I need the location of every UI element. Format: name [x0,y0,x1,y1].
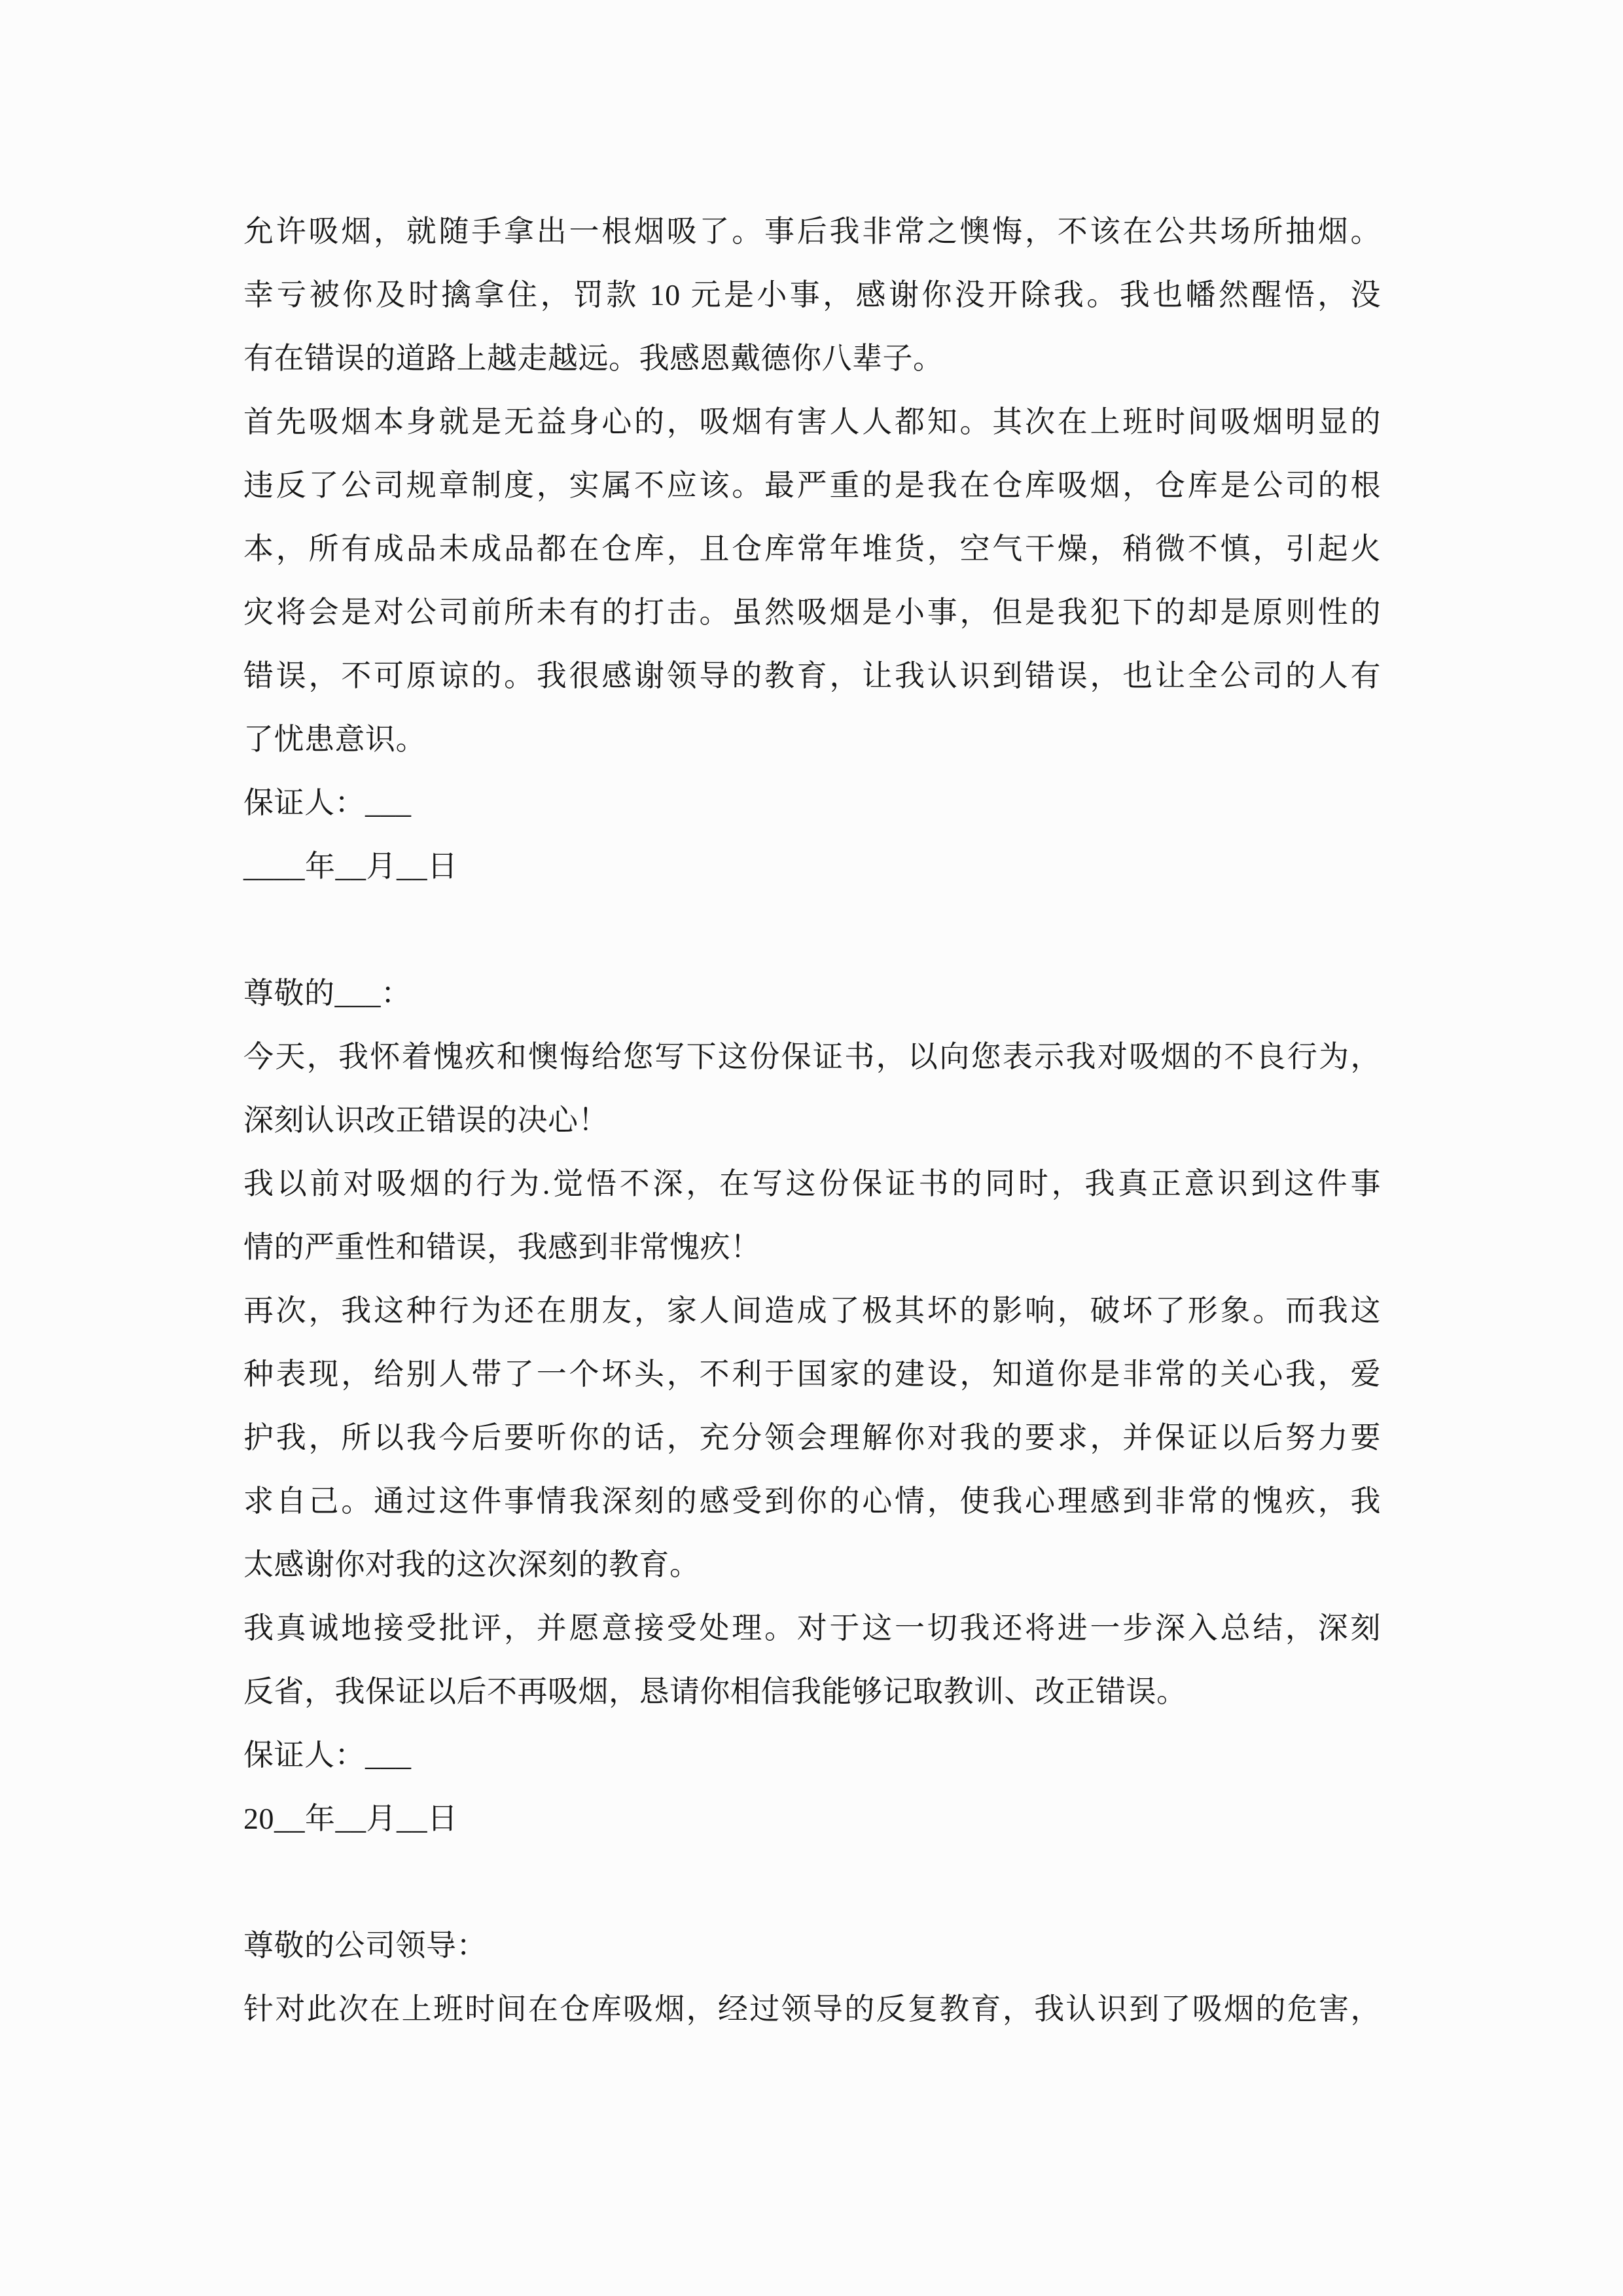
paragraph-line: 幸亏被你及时擒拿住，罚款 10 元是小事，感谢你没开除我。我也幡然醒悟，没 [243,278,1381,312]
paragraph-line: 本，所有成品未成品都在仓库，且仓库常年堆货，空气干燥，稍微不慎，引起火 [243,532,1381,565]
paragraph-line: 深刻认识改正错误的决心！ [243,1103,609,1137]
paragraph-line: 违反了公司规章制度，实属不应该。最严重的是我在仓库吸烟，仓库是公司的根 [243,469,1381,502]
paragraph-line: 今天，我怀着愧疚和懊悔给您写下这份保证书，以向您表示我对吸烟的不良行为， [243,1040,1381,1073]
paragraph-line: 了忧患意识。 [243,723,426,756]
date-line: ____年__月__日 [243,850,458,883]
salutation-line: 尊敬的公司领导： [243,1929,487,1962]
guarantor-signature-line: 保证人：___ [243,1738,412,1772]
paragraph-line: 针对此次在上班时间在仓库吸烟，经过领导的反复教育，我认识到了吸烟的危害， [243,1992,1381,2026]
blank-line [243,1850,1381,1914]
paragraph-line: 错误，不可原谅的。我很感谢领导的教育，让我认识到错误，也让全公司的人有 [243,659,1381,692]
paragraph-line: 反省，我保证以后不再吸烟，恳请你相信我能够记取教训、改正错误。 [243,1675,1187,1708]
paragraph-line: 我以前对吸烟的行为.觉悟不深，在写这份保证书的同时，我真正意识到这件事 [243,1167,1381,1200]
paragraph-line: 再次，我这种行为还在朋友，家人间造成了极其坏的影响，破坏了形象。而我这 [243,1294,1381,1327]
paragraph-line: 情的严重性和错误，我感到非常愧疚！ [243,1230,761,1264]
paragraph-line: 我真诚地接受批评，并愿意接受处理。对于这一切我还将进一步深入总结，深刻 [243,1611,1381,1645]
paragraph-line: 求自己。通过这件事情我深刻的感受到你的心情，使我心理感到非常的愧疚，我 [243,1484,1381,1518]
paragraph-line: 灾将会是对公司前所未有的打击。虽然吸烟是小事，但是我犯下的却是原则性的 [243,596,1381,629]
paragraph-line: 太感谢你对我的这次深刻的教育。 [243,1548,700,1581]
salutation-line: 尊敬的___： [243,977,412,1010]
paragraph-line: 种表现，给别人带了一个坏头，不利于国家的建设，知道你是非常的关心我，爱 [243,1357,1381,1391]
blank-line [243,898,1381,961]
paragraph-line: 有在错误的道路上越走越远。我感恩戴德你八辈子。 [243,342,944,375]
paragraph-line: 允许吸烟，就随手拿出一根烟吸了。事后我非常之懊悔，不该在公共场所抽烟。 [243,215,1381,248]
guarantor-signature-line: 保证人：___ [243,786,412,819]
paragraph-line: 首先吸烟本身就是无益身心的，吸烟有害人人都知。其次在上班时间吸烟明显的 [243,405,1381,439]
paragraph-line: 护我，所以我今后要听你的话，充分领会理解你对我的要求，并保证以后努力要 [243,1421,1381,1454]
date-line: 20__年__月__日 [243,1802,458,1835]
